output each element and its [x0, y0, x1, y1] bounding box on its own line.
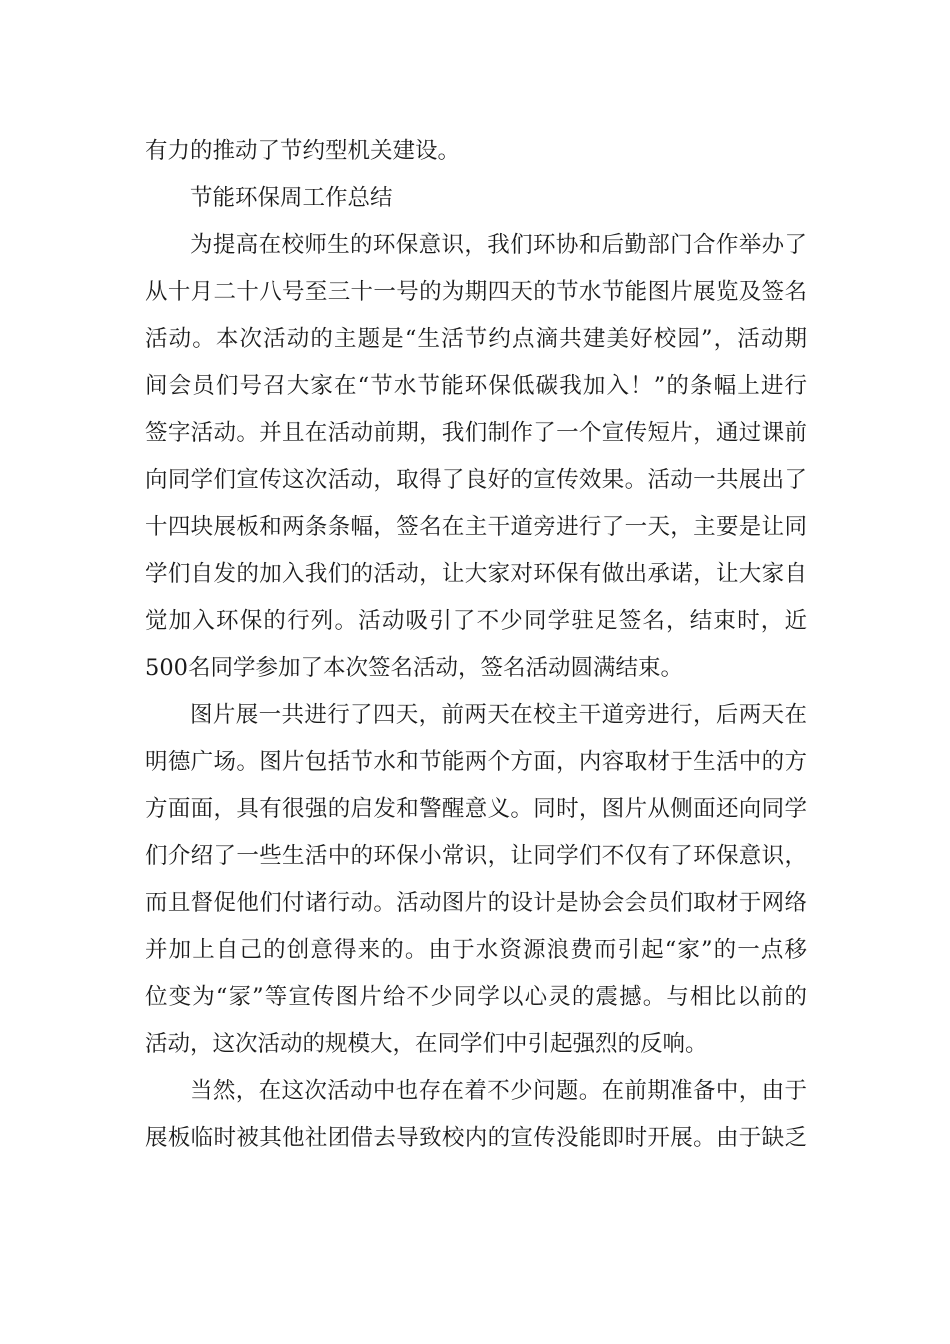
document-page [145, 128, 807, 1162]
text-line: 向同学们宣传这次活动，取得了良好的宣传效果。活动一共展出了 [145, 467, 807, 493]
text-line: 觉加入环保的行列。活动吸引了不少同学驻足签名，结束时，近 [145, 608, 807, 634]
text-line: 位变为“冡”等宣传图片给不少同学以心灵的震撼。与相比以前的 [145, 984, 807, 1010]
text-line: 方面面，具有很强的启发和警醒意义。同时，图片从侧面还向同学 [145, 796, 807, 822]
text-line: 为提高在校师生的环保意识，我们环协和后勤部门合作举办了 [190, 232, 807, 258]
text-line: 活动。本次活动的主题是“生活节约点滴共建美好校园”，活动期 [145, 326, 807, 352]
text-line: 学们自发的加入我们的活动，让大家对环保有做出承诺，让大家自 [145, 561, 807, 587]
text-line: 明德广场。图片包括节水和节能两个方面，内容取材于生活中的方 [145, 749, 807, 775]
text-line: 节能环保周工作总结 [190, 185, 393, 211]
text-line: 们介绍了一些生活中的环保小常识，让同学们不仅有了环保意识， [145, 843, 807, 869]
text-line: 有力的推动了节约型机关建设。 [145, 138, 461, 164]
text-line: 活动，这次活动的规模大，在同学们中引起强烈的反响。 [145, 1031, 708, 1057]
text-line: 十四块展板和两条条幅，签名在主干道旁进行了一天，主要是让同 [145, 514, 807, 540]
text-line: 500名同学参加了本次签名活动，签名活动圆满结束。 [145, 655, 683, 681]
text-line: 展板临时被其他社团借去导致校内的宣传没能即时开展。由于缺乏 [145, 1125, 807, 1151]
text-line: 当然，在这次活动中也存在着不少问题。在前期准备中，由于 [190, 1078, 807, 1104]
text-line: 间会员们号召大家在“节水节能环保低碳我加入！”的条幅上进行 [145, 373, 807, 399]
text-line: 从十月二十八号至三十一号的为期四天的节水节能图片展览及签名 [145, 279, 807, 305]
text-line: 而且督促他们付诸行动。活动图片的设计是协会会员们取材于网络 [145, 890, 807, 916]
text-line: 签字活动。并且在活动前期，我们制作了一个宣传短片，通过课前 [145, 420, 807, 446]
text-line: 并加上自己的创意得来的。由于水资源浪费而引起“家”的一点移 [145, 937, 807, 963]
text-line: 图片展一共进行了四天，前两天在校主干道旁进行，后两天在 [190, 702, 807, 728]
